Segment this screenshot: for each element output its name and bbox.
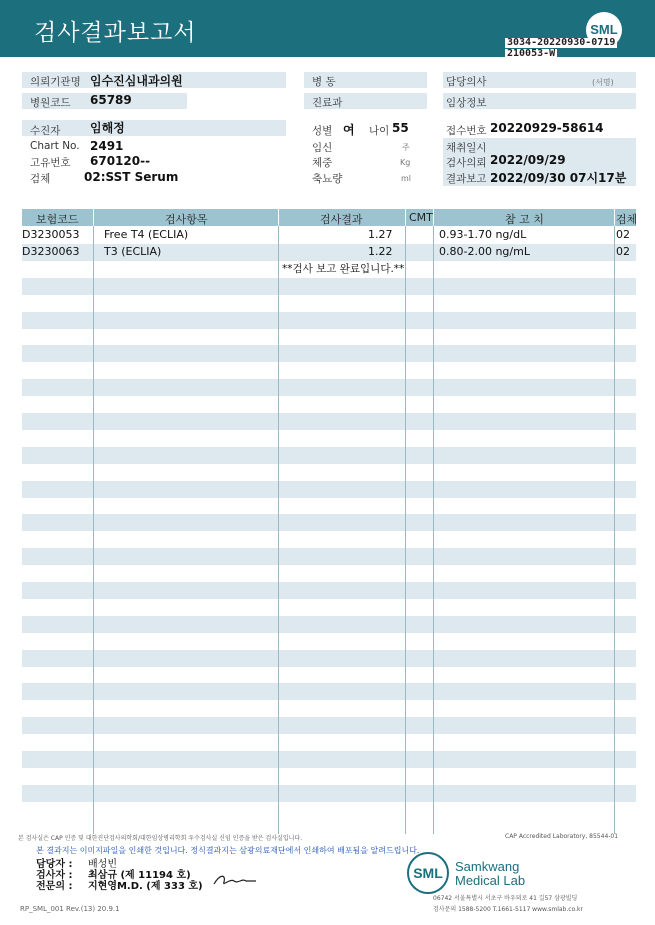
report-label: 결과보고 bbox=[446, 173, 487, 185]
doctor-sign: (서명) bbox=[592, 78, 614, 87]
specialist-name: 지현영M.D. (제 333 호) bbox=[88, 881, 203, 892]
row2-ref: 0.80-2.00 ng/mL bbox=[439, 245, 530, 258]
specimen-label: 검체 bbox=[30, 173, 51, 185]
brand-name-1: Samkwang bbox=[455, 859, 520, 874]
form-code: RP_SML_001 Rev.(13) 20.9.1 bbox=[20, 905, 120, 913]
table-row-band bbox=[22, 312, 636, 329]
col-divider bbox=[278, 226, 279, 834]
chart-label: Chart No. bbox=[30, 140, 80, 152]
table-row-band bbox=[22, 683, 636, 700]
id-value: 670120-- bbox=[90, 154, 151, 168]
col-divider bbox=[93, 226, 94, 834]
table-row-band bbox=[22, 751, 636, 768]
table-row-band bbox=[22, 345, 636, 362]
table-row-band bbox=[22, 582, 636, 599]
col-divider bbox=[614, 226, 615, 834]
svg-text:SML: SML bbox=[413, 865, 443, 881]
contact: 검사문의 1588-5200 T.1661-5117 www.smlab.co.kr bbox=[433, 906, 583, 913]
specialist-label: 전문의 : bbox=[36, 881, 73, 892]
table-row-band bbox=[22, 785, 636, 802]
address: 06742 서울특별시 서초구 바우뫼로 41 길57 삼광빌딩 bbox=[433, 895, 578, 902]
table-row-band bbox=[22, 548, 636, 565]
report-title: 검사결과보고서 bbox=[34, 20, 197, 46]
table-row-band bbox=[22, 447, 636, 464]
age-value: 55 bbox=[392, 121, 409, 135]
collect-label: 채취일시 bbox=[446, 142, 487, 154]
urine-unit: ml bbox=[401, 174, 412, 183]
manager-label: 담당자 : bbox=[36, 859, 73, 870]
cert-note: 본 검사실은 CAP 인증 및 대한진단검사의학회/대한임상병리학회 우수검사실 신임 인증을 받은 검사실입니다. bbox=[18, 835, 303, 842]
table-row-band bbox=[22, 481, 636, 498]
row1-code: D3230053 bbox=[22, 228, 80, 241]
sml-footer-logo-icon bbox=[406, 851, 450, 895]
manager-name: 배성빈 bbox=[88, 859, 117, 870]
specimen-value: 02:SST Serum bbox=[84, 170, 179, 184]
sex-value: 여 bbox=[343, 123, 355, 137]
complete-note: **검사 보고 완료입니다.** bbox=[282, 263, 405, 275]
sml-logo-icon: SML bbox=[586, 12, 622, 48]
hospital-code-value: 65789 bbox=[90, 93, 132, 107]
th-result: 검사결과 bbox=[320, 213, 363, 226]
pregnancy-unit: 주 bbox=[402, 143, 410, 152]
table-row-band bbox=[22, 514, 636, 531]
patient-value: 임해정 bbox=[90, 121, 125, 135]
weight-unit: Kg bbox=[400, 158, 411, 167]
id-label: 고유번호 bbox=[30, 157, 71, 169]
patient-label: 수진자 bbox=[30, 125, 61, 137]
th-item: 검사항목 bbox=[165, 213, 208, 226]
row2-result: 1.22 bbox=[368, 245, 393, 258]
ward-label: 병 동 bbox=[312, 76, 336, 88]
row1-specimen: 02 bbox=[616, 228, 630, 241]
row2-specimen: 02 bbox=[616, 245, 630, 258]
table-row-band bbox=[22, 717, 636, 734]
row2-code: D3230063 bbox=[22, 245, 80, 258]
chart-value: 2491 bbox=[90, 139, 124, 153]
print-notice: 본 결과지는 이미지파일을 인쇄한 것입니다. 정식결과지는 삼광의료재단에서 인쇄하여 배포됨을 알려드립니다. bbox=[36, 846, 420, 855]
age-label: 나이 bbox=[369, 125, 390, 137]
weight-label: 체중 bbox=[312, 157, 333, 169]
patient-bar bbox=[22, 120, 286, 136]
th-sep bbox=[93, 209, 94, 226]
doctor-label: 담당의사 bbox=[446, 76, 487, 88]
report-value: 2022/09/30 07시17분 bbox=[490, 171, 627, 185]
sex-label: 성별 bbox=[312, 125, 333, 137]
row2-item: T3 (ECLIA) bbox=[104, 245, 162, 258]
pregnancy-label: 임신 bbox=[312, 142, 333, 154]
request-value: 2022/09/29 bbox=[490, 153, 566, 167]
receipt-label: 접수번호 bbox=[446, 125, 487, 137]
th-sep bbox=[405, 209, 406, 226]
cap-note: CAP Accredited Laboratory, 85544-01 bbox=[505, 833, 619, 840]
col-divider bbox=[433, 226, 434, 834]
hospital-code-label: 병원코드 bbox=[30, 97, 71, 109]
th-cmt: CMT bbox=[409, 211, 433, 224]
th-sep bbox=[614, 209, 615, 226]
clinical-label: 임상정보 bbox=[446, 97, 487, 109]
th-sep bbox=[278, 209, 279, 226]
doc-number-1: 3034-20220930-0719 bbox=[507, 37, 616, 48]
th-code: 보험코드 bbox=[36, 213, 79, 226]
row1-result: 1.27 bbox=[368, 228, 393, 241]
request-label: 검사의뢰 bbox=[446, 157, 487, 169]
inspector-name: 최삼규 (제 11194 호) bbox=[88, 870, 191, 881]
hospital-value: 임수진심내과의원 bbox=[90, 74, 183, 88]
col-divider bbox=[405, 226, 406, 834]
row1-item: Free T4 (ECLIA) bbox=[104, 228, 189, 241]
table-row-band bbox=[22, 278, 636, 295]
hospital-label: 의뢰기관명 bbox=[30, 76, 81, 88]
brand-name-2: Medical Lab bbox=[455, 873, 526, 888]
receipt-value: 20220929-58614 bbox=[490, 121, 604, 135]
table-row-band bbox=[22, 413, 636, 430]
table-row-band bbox=[22, 616, 636, 633]
dept-label: 진료과 bbox=[312, 97, 343, 109]
table-row-band bbox=[22, 650, 636, 667]
signature-icon bbox=[212, 872, 258, 888]
th-ref: 참 고 치 bbox=[505, 213, 544, 226]
urine-label: 축뇨량 bbox=[312, 173, 343, 185]
th-specimen: 검체 bbox=[616, 213, 638, 226]
inspector-label: 검사자 : bbox=[36, 870, 73, 881]
doc-number-2: 210053-W bbox=[507, 48, 556, 59]
row1-ref: 0.93-1.70 ng/dL bbox=[439, 228, 527, 241]
table-row-band bbox=[22, 379, 636, 396]
th-sep bbox=[433, 209, 434, 226]
